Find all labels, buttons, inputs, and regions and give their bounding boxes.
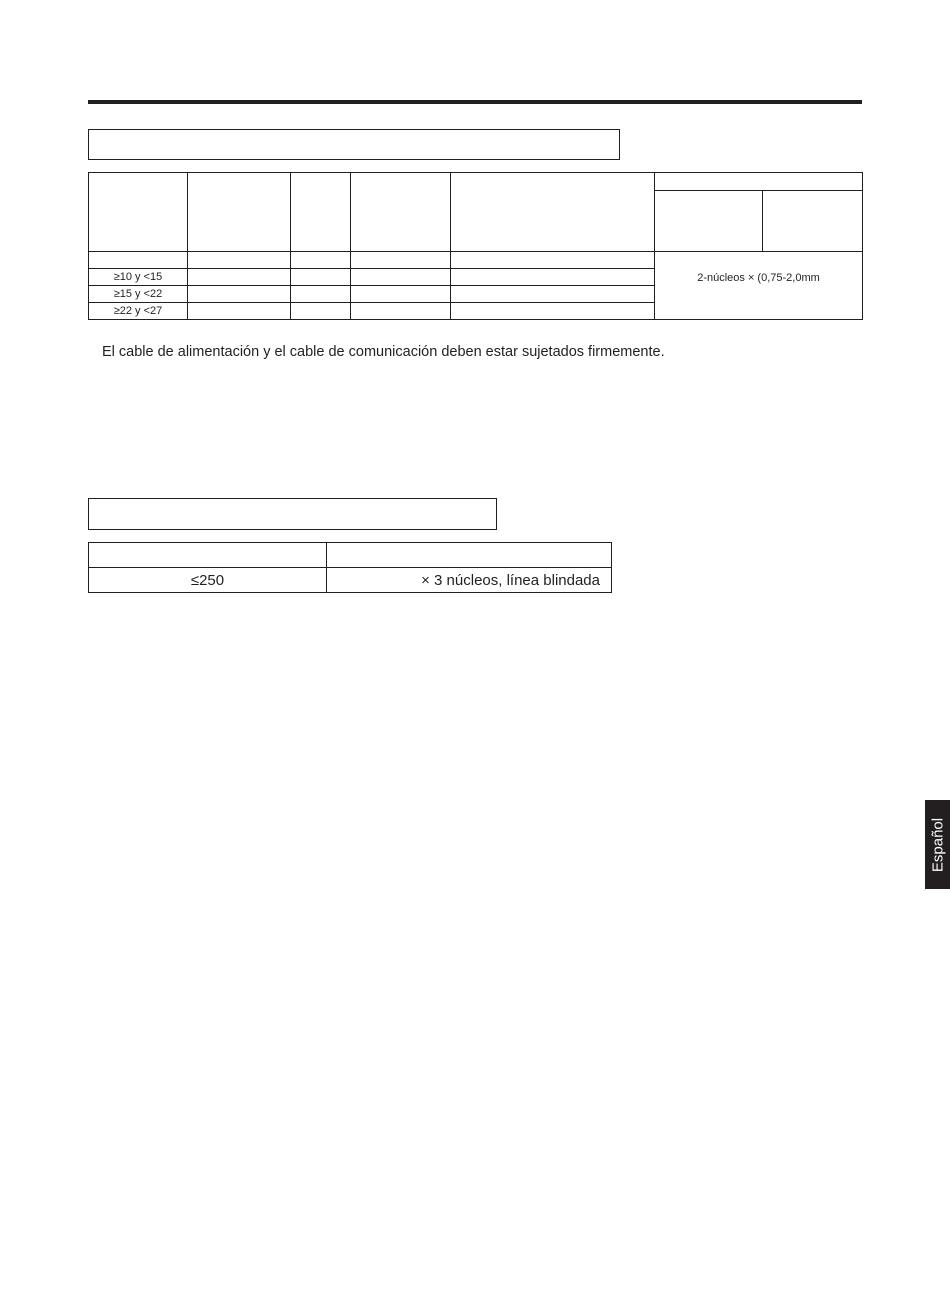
table-cell [291,303,351,320]
length-cell: ≤250 [89,568,327,593]
header-cell-group [655,173,863,191]
section-title-box-comm-cable [88,498,497,530]
header-cell [188,173,291,252]
comm-cable-table [88,542,612,593]
table-cell [351,252,451,269]
table-cell [451,286,655,303]
header-cell [327,543,612,568]
range-cell: ≥22 y <27 [89,303,188,320]
table-cell [291,286,351,303]
cable-fastening-note: El cable de alimentación y el cable de comunicación deben estar sujetados firmemente. [102,344,665,360]
table-cell [451,252,655,269]
table-cell [291,252,351,269]
table-cell [451,269,655,286]
header-subcell [655,191,763,252]
table-cell [188,269,291,286]
table-row [89,252,863,269]
table-row [89,568,612,593]
table-cell [188,303,291,320]
header-cell [451,173,655,252]
table-cell [188,252,291,269]
table-cell [291,269,351,286]
table-cell [351,269,451,286]
header-cell [291,173,351,252]
range-cell [89,252,188,269]
language-tab-label: Español [929,817,946,872]
table-header-row [89,543,612,568]
header-rule [88,100,862,104]
table-cell [188,286,291,303]
range-cell: ≥10 y <15 [89,269,188,286]
language-tab [925,800,950,889]
header-cell [89,543,327,568]
comm-cable-spec-cell: 2-núcleos × (0,75-2,0mm [655,252,863,320]
header-subcell [763,191,863,252]
section-title-box-power-cable [88,129,620,160]
table-cell [351,286,451,303]
header-cell [89,173,188,252]
header-cell [351,173,451,252]
range-cell: ≥15 y <22 [89,286,188,303]
table-header-row [89,173,863,191]
table-cell [451,303,655,320]
table-cell [351,303,451,320]
spec-cell: × 3 núcleos, línea blindada [327,568,612,593]
power-cable-table [88,172,863,320]
